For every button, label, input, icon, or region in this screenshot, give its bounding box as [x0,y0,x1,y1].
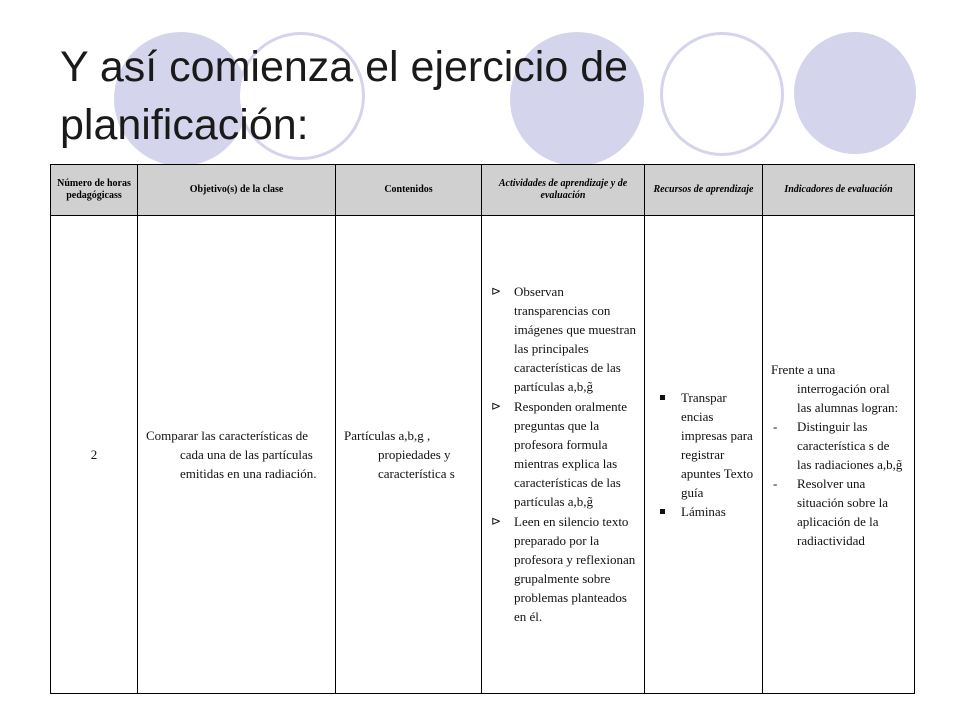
activity-text: Observan transparencias con imágenes que muestran las principales características de las partículas a,b,g̃ [514,284,637,394]
header-objective: Objetivo(s) de la clase [138,165,336,216]
cell-resources [645,216,763,694]
list-item [490,397,636,511]
arrow-bullet-icon: ⊳ [491,284,502,298]
table-row [51,216,915,694]
square-bullet-icon [660,395,665,400]
activities-list [490,282,636,626]
objective-text: Comparar las características de cada una de las partículas emitidas en una radiación. [146,428,317,481]
header-activities: Actividades de aprendizaje y de evaluación [482,165,645,216]
list-item [653,388,754,502]
resources-list [653,388,754,521]
dash-bullet-icon: - [773,418,778,434]
cell-hours: 2 [51,216,138,694]
list-item [771,474,906,550]
header-hours: Número de horas pedagógicass [51,165,138,216]
contents-text: Partículas a,b,g , propiedades y característica s [344,428,455,481]
indicator-text: Distinguir las característica s de las radiaciones a,b,g̃ [797,418,903,472]
arrow-bullet-icon: ⊳ [491,514,502,528]
resource-text: Láminas [681,504,726,519]
square-bullet-icon [660,509,665,514]
header-contents: Contenidos [336,165,482,216]
indicators-list [771,417,906,550]
dash-bullet-icon: - [773,475,778,491]
cell-objective [138,216,336,694]
resource-text: Transpar encias impresas para registrar apuntes Texto guía [681,390,754,500]
arrow-bullet-icon: ⊳ [491,399,502,413]
list-item [490,512,636,626]
slide-title: Y así comienza el ejercicio de planificación: [60,43,629,149]
list-item [771,417,906,474]
cell-indicators [763,216,915,694]
decor-circle-5 [794,32,916,154]
list-item [490,282,636,396]
table-header-row [51,165,915,216]
planning-table [50,164,915,694]
cell-activities [482,216,645,694]
activity-text: Leen en silencio texto preparado por la profesora y reflexionan grupalmente sobre problemas planteados en él. [514,514,636,624]
activity-text: Responden oralmente preguntas que la profesora formula mientras explica las características de las partículas a,b,g̃ [514,399,627,509]
indicators-intro: Frente a una interrogación oral las alumnas logran: [771,361,899,415]
header-resources: Recursos de aprendizaje [645,165,763,216]
cell-contents [336,216,482,694]
list-item [653,502,754,521]
header-indicators: Indicadores de evaluación [763,165,915,216]
indicator-text: Resolver una situación sobre la aplicación de la radiactividad [797,475,888,548]
